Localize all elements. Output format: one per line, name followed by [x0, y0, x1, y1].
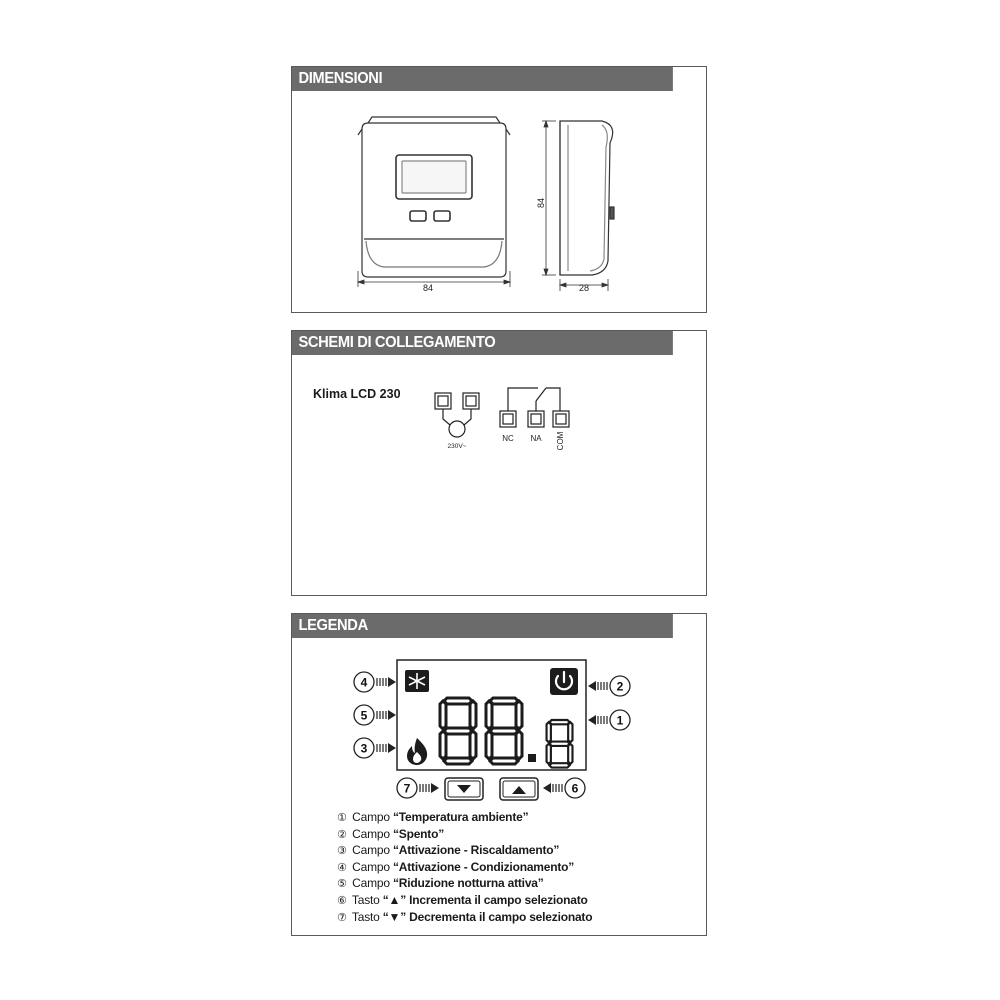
svg-text:4: 4: [360, 675, 368, 690]
svg-text:6: 6: [571, 781, 579, 796]
svg-text:5: 5: [360, 708, 368, 723]
model-label: Klima LCD 230: [313, 387, 401, 401]
legend-item-1: ① Campo “Temperatura ambiente”: [337, 810, 529, 824]
width-value: 84: [422, 283, 434, 293]
power-icon: [550, 668, 578, 695]
legend-item-6: ⑥ Tasto “▲” Incrementa il campo selezionato: [337, 892, 588, 907]
wiring-diagram: [292, 355, 706, 495]
legend-item-4: ④ Campo “Attivazione - Condizionamento”: [337, 859, 575, 874]
legend-panel: [291, 613, 707, 936]
callout-4: [354, 672, 396, 692]
up-button: [500, 778, 538, 800]
callout-5: [354, 705, 396, 725]
wiring-panel: [291, 330, 707, 596]
supply-label: 230V~: [447, 443, 467, 450]
dimensions-panel: [291, 66, 707, 313]
legend-item-2: ② Campo “Spento”: [337, 826, 445, 841]
moon-icon: [406, 704, 430, 732]
height-value: 84: [536, 197, 546, 209]
callout-7: [397, 778, 439, 798]
front-view: [358, 117, 510, 277]
callout-6: [543, 778, 585, 798]
callout-2: [588, 676, 630, 696]
side-view: [560, 121, 614, 275]
snowflake-icon: [405, 670, 429, 692]
terminal-na-label: NA: [530, 434, 542, 443]
power-terminals: [435, 393, 479, 437]
front-width-dimension: [358, 271, 510, 287]
down-button: [445, 778, 483, 800]
legend-item-7: ⑦ Tasto “▼” Decrementa il campo selezionato: [337, 909, 593, 924]
svg-text:3: 3: [360, 741, 368, 756]
terminal-com-label: COM: [556, 431, 565, 451]
terminal-nc-label: NC: [502, 434, 514, 443]
svg-text:2: 2: [616, 679, 624, 694]
section-title-schemi: SCHEMI DI COLLEGAMENTO: [292, 331, 673, 355]
section-title-dimensioni: DIMENSIONI: [292, 67, 673, 91]
legend-item-5: ⑤ Campo “Riduzione notturna attiva”: [337, 876, 544, 891]
legend-item-3: ③ Campo “Attivazione - Riscaldamento”: [337, 843, 560, 858]
callout-1: [588, 710, 630, 730]
callout-3: [354, 738, 396, 758]
relay-terminals: [500, 388, 569, 427]
svg-text:1: 1: [616, 713, 624, 728]
display-diagram: [292, 638, 706, 808]
svg-text:7: 7: [403, 781, 411, 796]
dimensions-drawing: [292, 91, 706, 312]
legend-list: [337, 810, 592, 926]
section-title-legenda: LEGENDA: [292, 614, 673, 638]
depth-value: 28: [578, 283, 590, 293]
